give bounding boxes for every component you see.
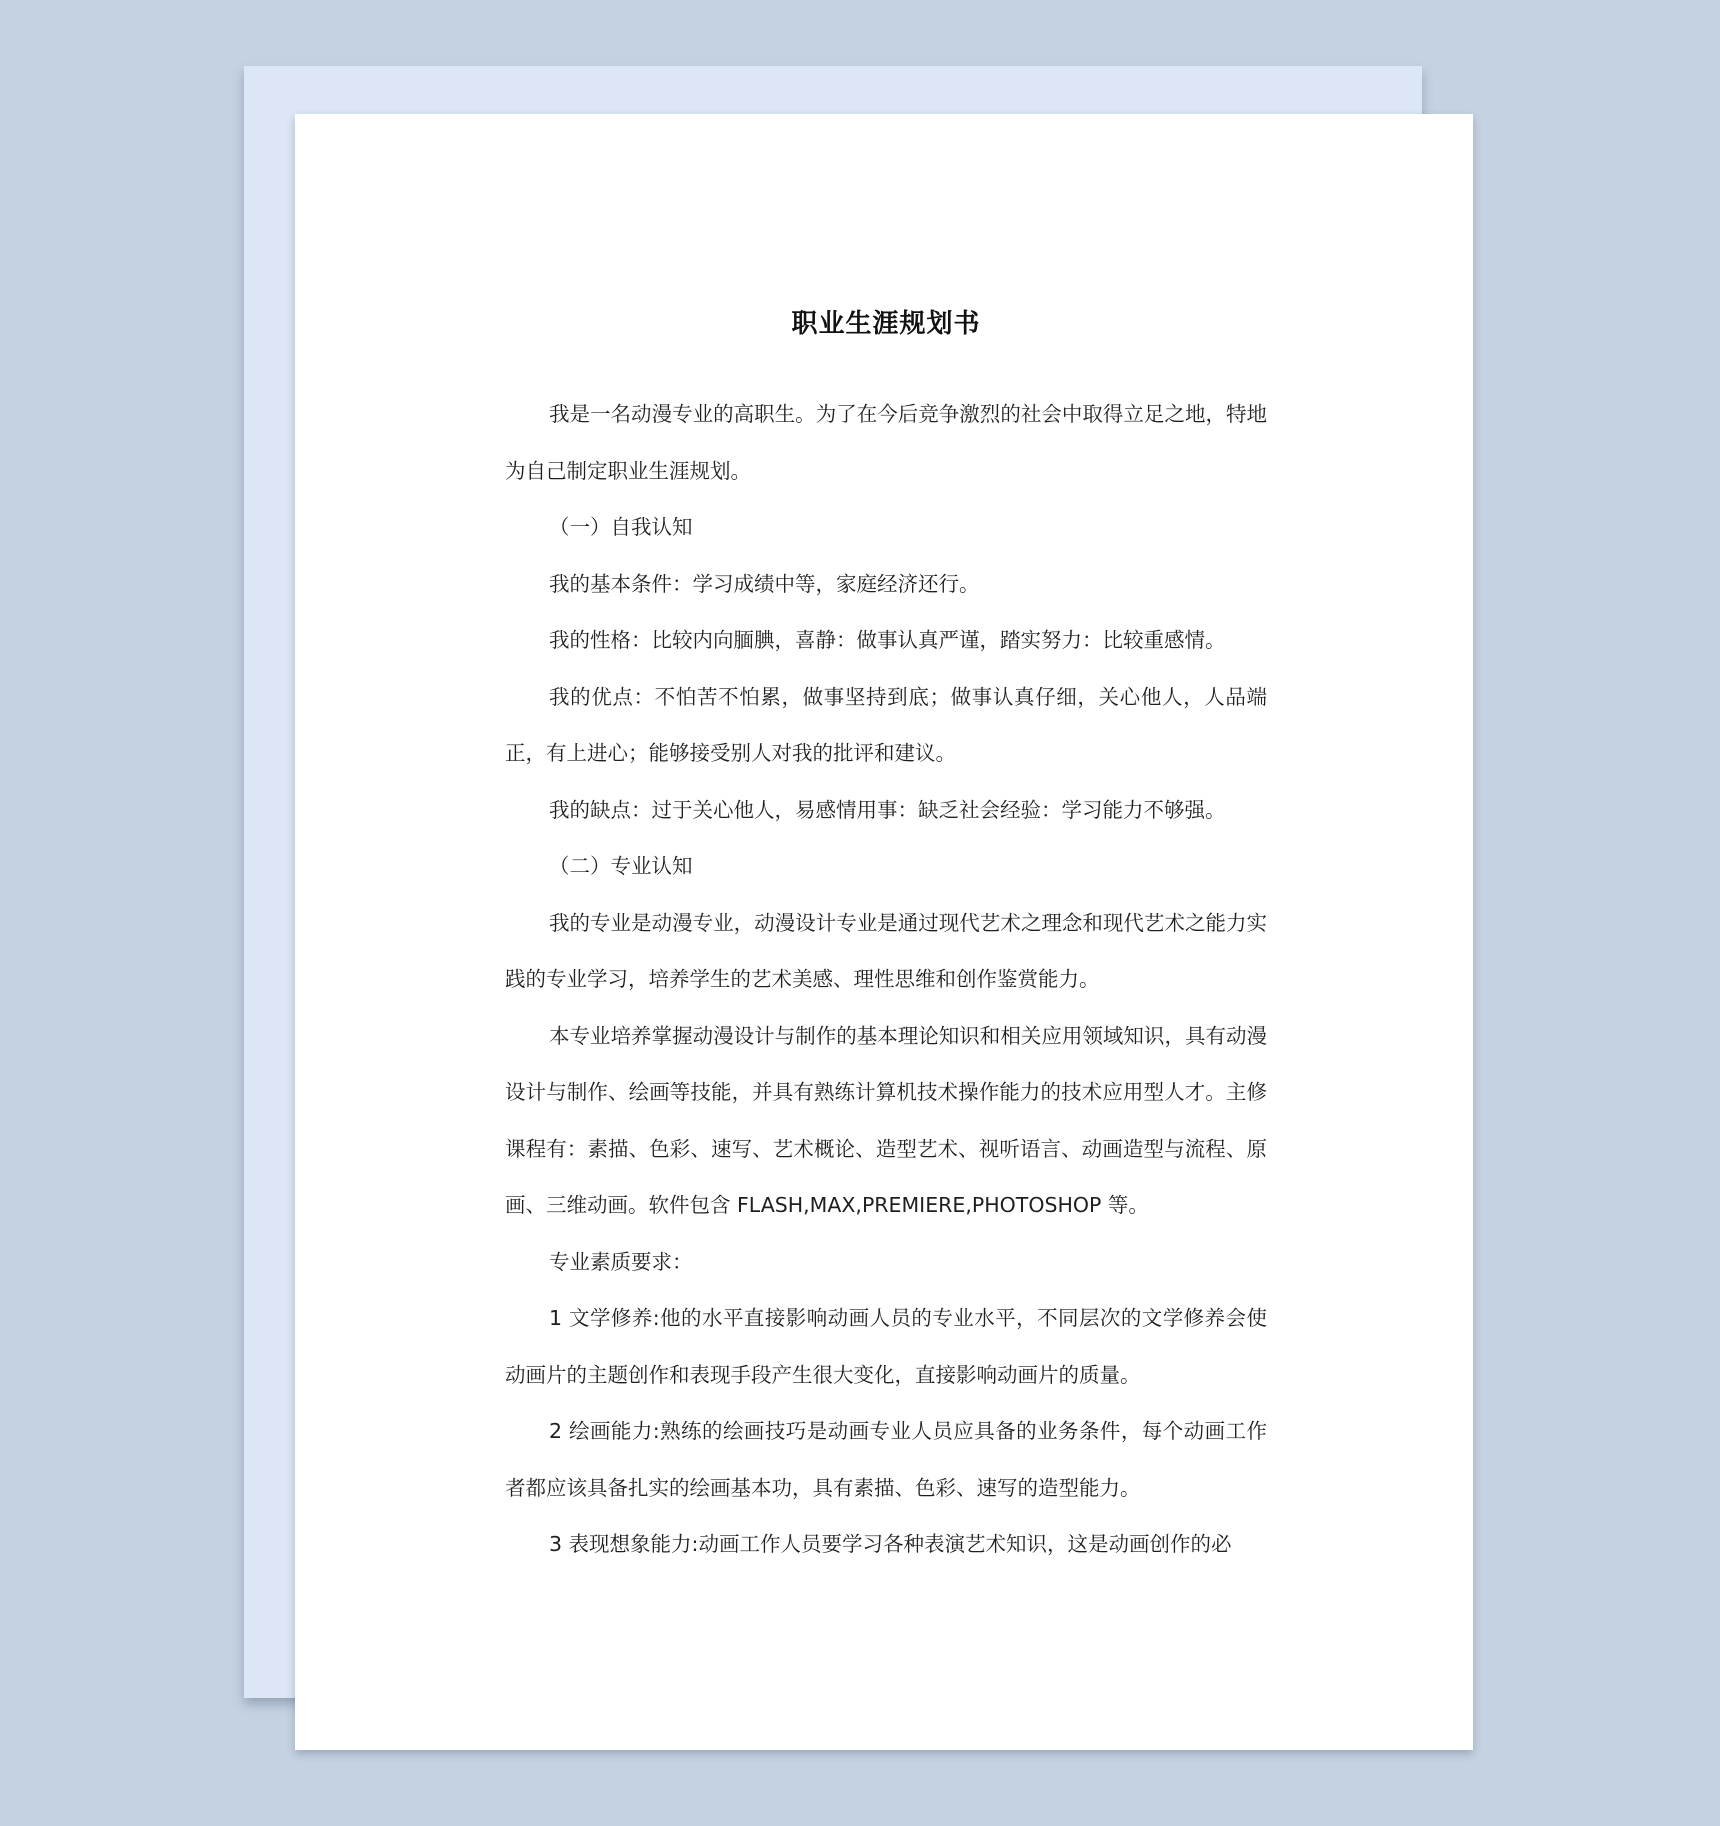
strengths-paragraph: 我的优点：不怕苦不怕累，做事坚持到底；做事认真仔细，关心他人，人品端正，有上进心；能够接受别人对我的批评和建议。	[505, 684, 1267, 765]
weaknesses-paragraph: 我的缺点：过于关心他人，易感情用事：缺乏社会经验：学习能力不够强。	[549, 797, 1226, 822]
requirement-imagination: 3 表现想象能力:动画工作人员要学习各种表演艺术知识，这是动画创作的必	[549, 1532, 1232, 1556]
section-heading-self-awareness: （一）自我认知	[549, 515, 693, 539]
requirement-literacy: 1 文学修养:他的水平直接影响动画人员的专业水平，不同层次的文学修养会使动画片的主题创作和表现手段产生很大变化，直接影响动画片的质量。	[505, 1306, 1267, 1387]
document-page	[295, 114, 1473, 1750]
document-content	[505, 304, 1267, 1573]
basic-conditions-paragraph: 我的基本条件：学习成绩中等，家庭经济还行。	[549, 571, 980, 596]
section-heading-major-awareness: （二）专业认知	[549, 854, 693, 878]
personality-paragraph: 我的性格：比较内向腼腆，喜静：做事认真严谨，踏实努力：比较重感情。	[549, 628, 1226, 652]
document-title: 职业生涯规划书	[791, 309, 981, 339]
requirements-heading: 专业素质要求：	[549, 1249, 693, 1274]
curriculum-paragraph: 本专业培养掌握动漫设计与制作的基本理论知识和相关应用领域知识，具有动漫设计与制作、绘画等技能，并具有熟练计算机技术操作能力的技术应用型人才。主修课程有：素描、色彩、速写、艺术概论、造型艺术、视听语言、动画造型与流程、原画、三维动画。软件包含 FLASH,MAX,PREMIERE,PHOTOSHOP 等。	[505, 1023, 1267, 1217]
major-description-paragraph: 我的专业是动漫专业，动漫设计专业是通过现代艺术之理念和现代艺术之能力实践的专业学习，培养学生的艺术美感、理性思维和创作鉴赏能力。	[505, 910, 1267, 991]
intro-paragraph: 我是一名动漫专业的高职生。为了在今后竞争激烈的社会中取得立足之地，特地为自己制定职业生涯规划。	[505, 402, 1267, 483]
requirement-drawing: 2 绘画能力:熟练的绘画技巧是动画专业人员应具备的业务条件，每个动画工作者都应该具备扎实的绘画基本功，具有素描、色彩、速写的造型能力。	[505, 1419, 1267, 1500]
